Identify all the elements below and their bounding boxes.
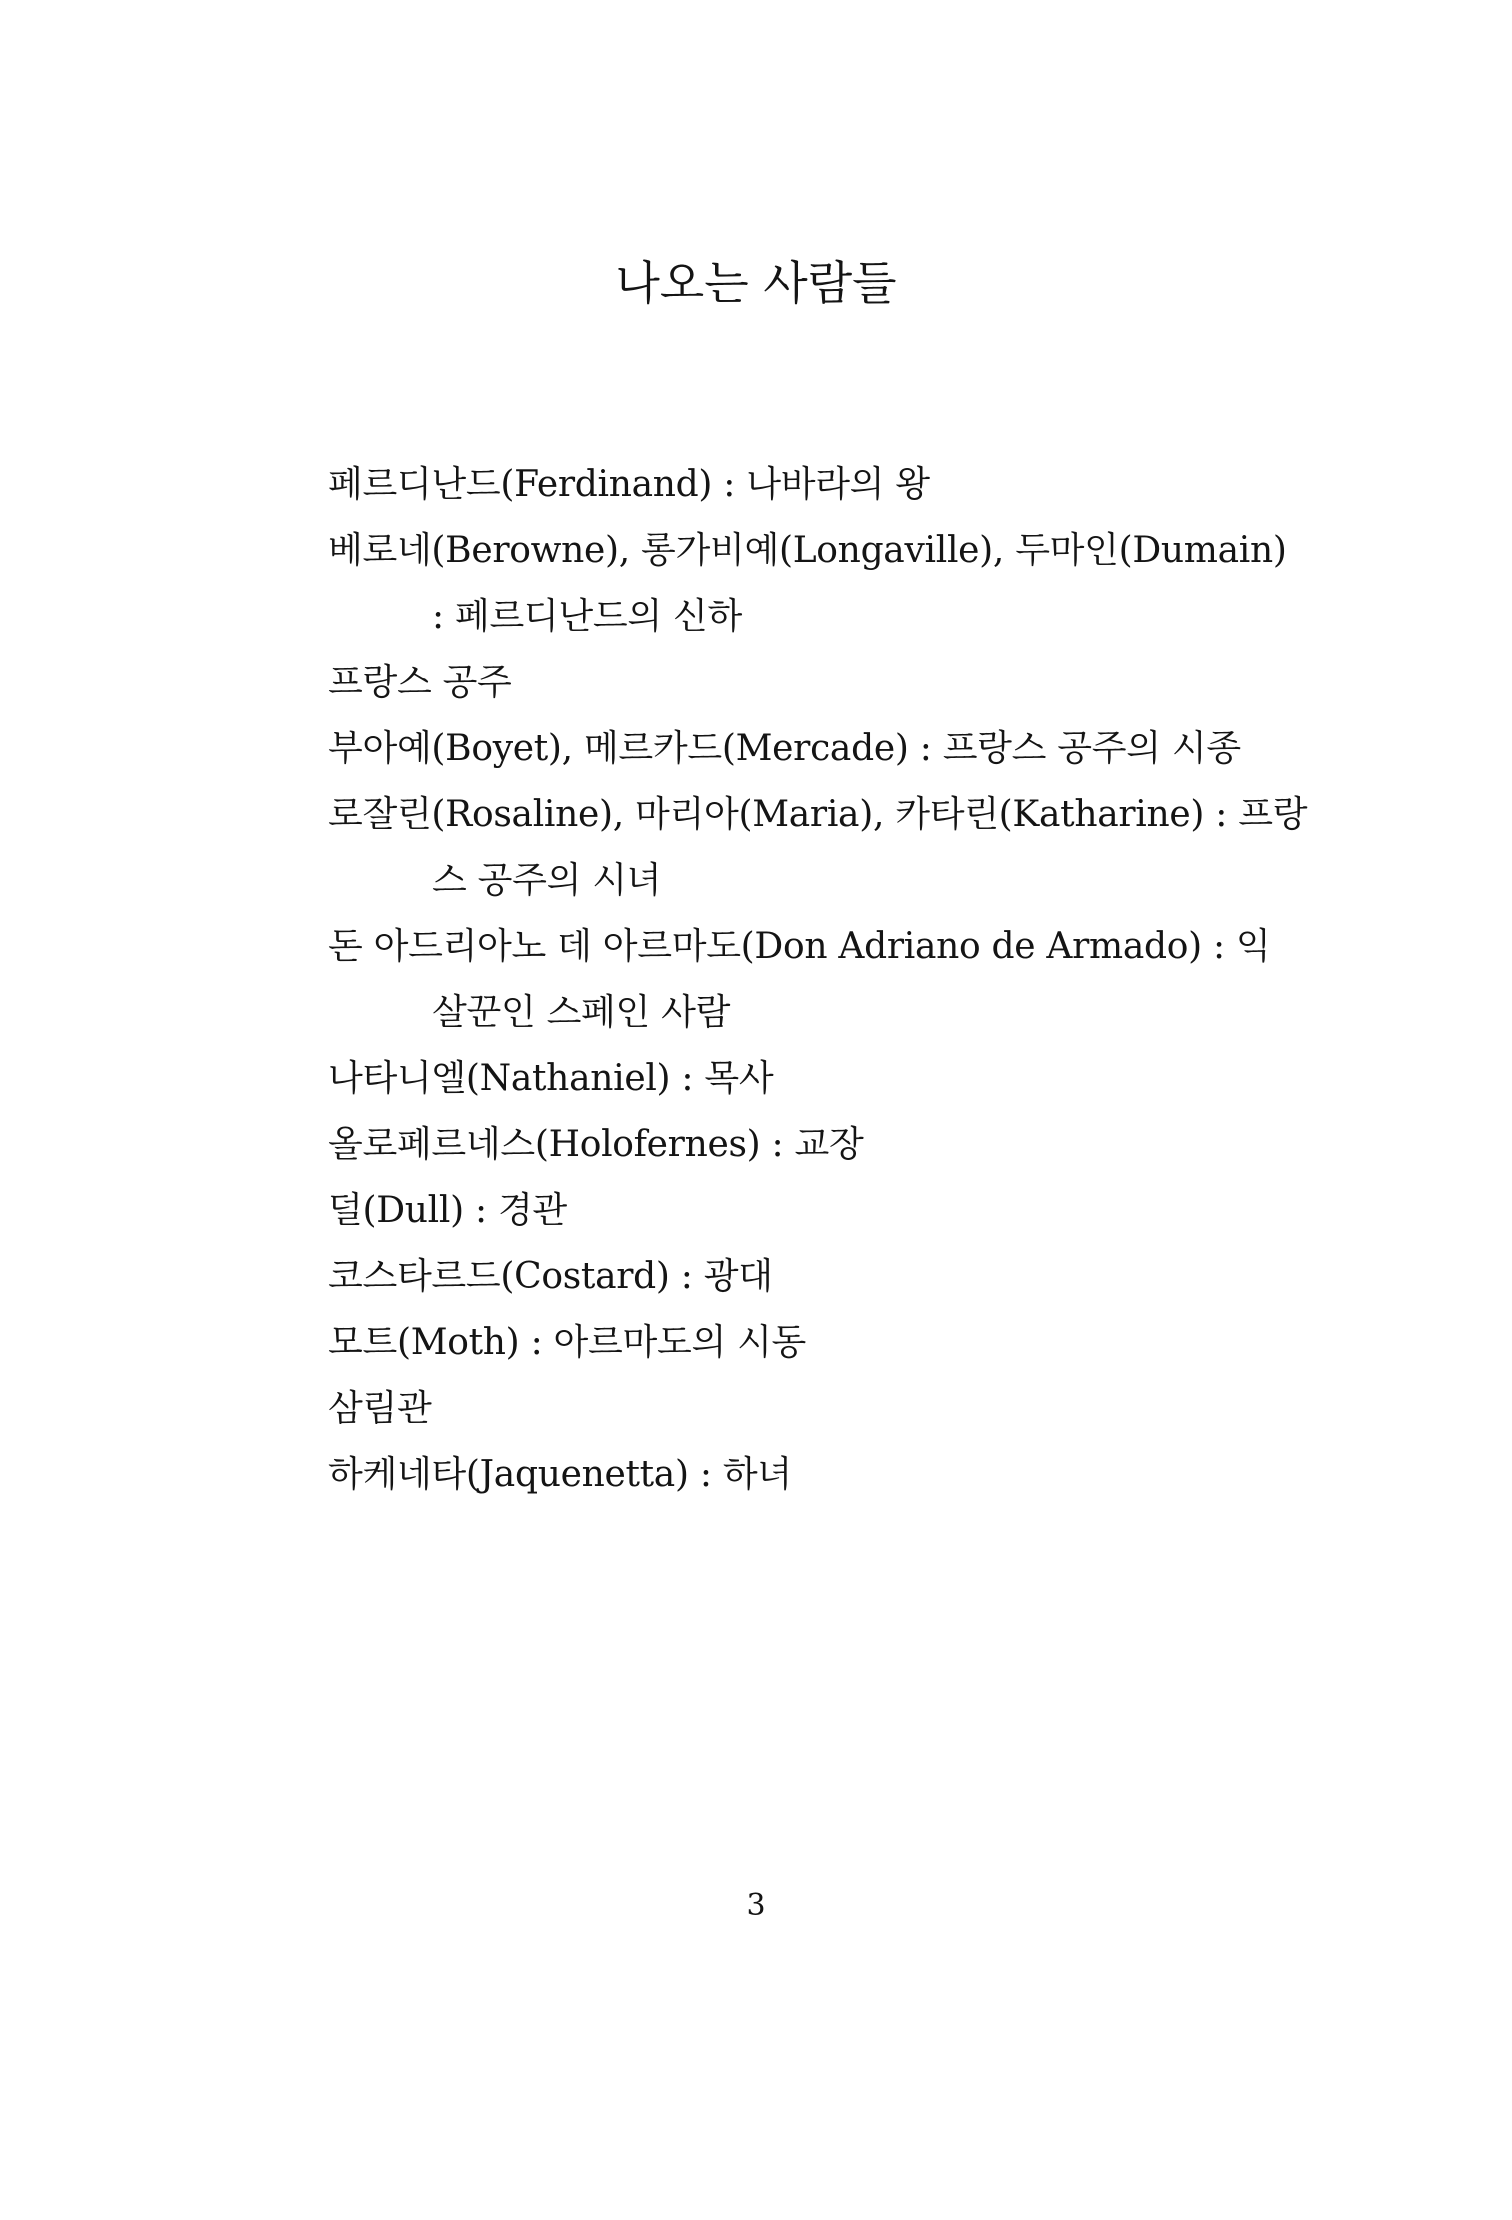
cast-line: 나타니엘(Nathaniel) : 목사	[328, 1058, 774, 1099]
cast-line: 모트(Moth) : 아르마도의 시동	[328, 1322, 807, 1363]
cast-line-continuation: : 페르디난드의 신하	[432, 596, 742, 637]
cast-line: 하케네타(Jaquenetta) : 하녀	[328, 1454, 792, 1495]
cast-line: 코스타르드(Costard) : 광대	[328, 1256, 773, 1297]
cast-line: 덜(Dull) : 경관	[328, 1190, 567, 1231]
page-title: 나오는 사람들	[615, 256, 897, 310]
cast-line: 부아예(Boyet), 메르카드(Mercade) : 프랑스 공주의 시종	[328, 728, 1241, 769]
cast-line: 로잘린(Rosaline), 마리아(Maria), 카타린(Katharine) : 프랑	[328, 794, 1308, 835]
cast-line-continuation: 스 공주의 시녀	[432, 860, 662, 901]
cast-line: 페르디난드(Ferdinand) : 나바라의 왕	[328, 464, 930, 505]
cast-line: 프랑스 공주	[328, 662, 512, 703]
page-number: 3	[746, 1888, 766, 1923]
cast-line: 올로페르네스(Holofernes) : 교장	[328, 1124, 864, 1165]
cast-line: 베로네(Berowne), 롱가비예(Longaville), 두마인(Dumain)	[328, 530, 1287, 571]
cast-line-continuation: 살꾼인 스페인 사람	[432, 992, 731, 1033]
cast-line: 삼림관	[328, 1388, 432, 1429]
cast-line: 돈 아드리아노 데 아르마도(Don Adriano de Armado) : 익	[328, 926, 1271, 967]
cast-list	[328, 452, 1308, 1508]
